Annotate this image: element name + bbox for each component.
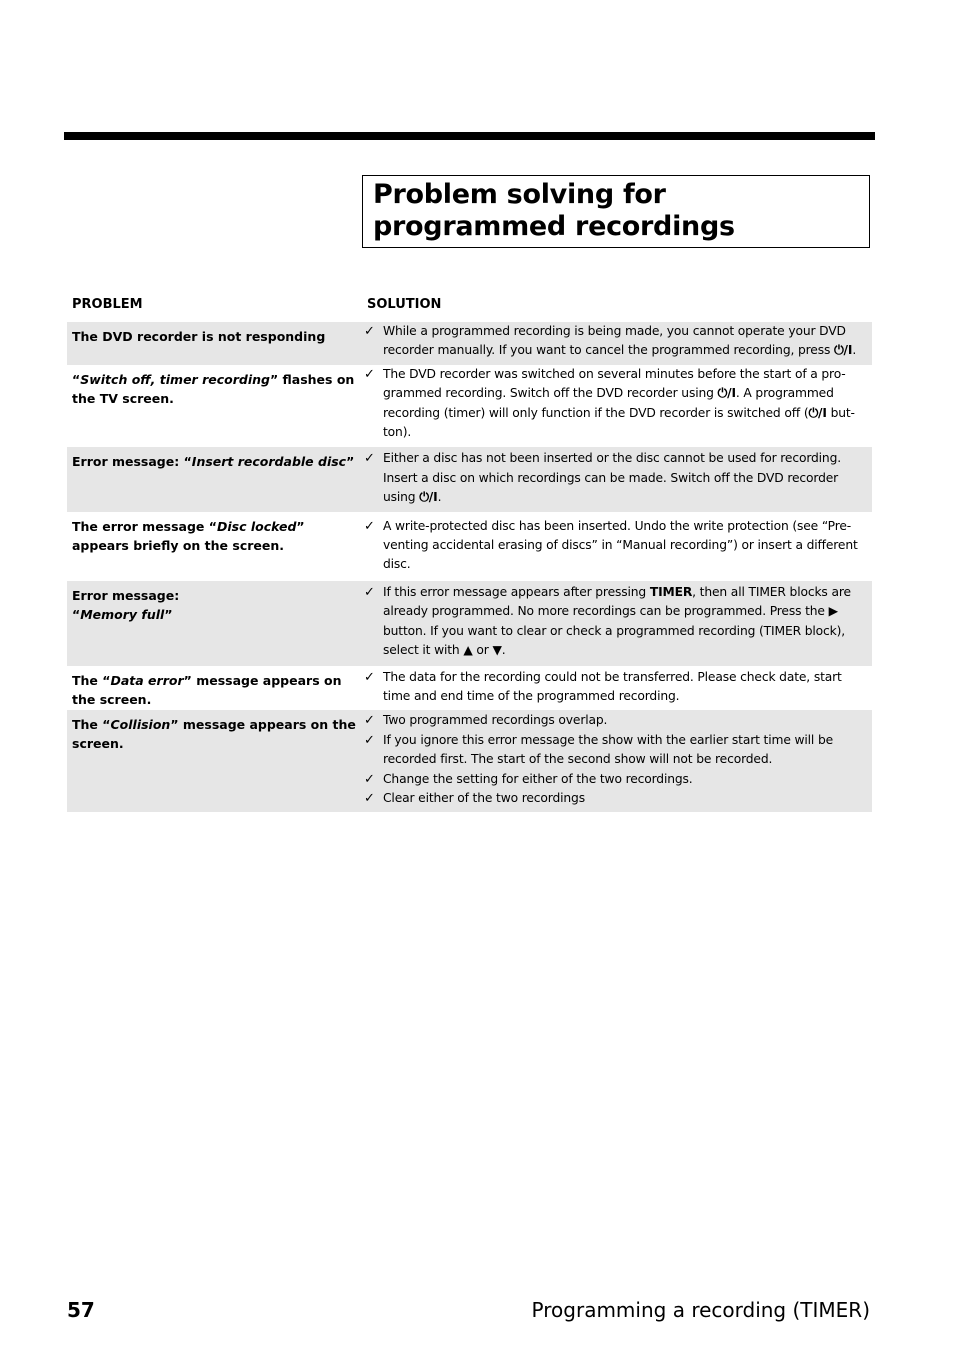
problem-cell: Error message: “Insert recordable disc” (72, 454, 355, 470)
footer-section-title: Programming a recording (TIMER) (531, 1298, 870, 1322)
table-row (67, 447, 872, 511)
solution-text: The DVD recorder was switched on several minutes before the start of a pro-grammed recording. Switch off the DVD recorder using ⏻/I. A programmed recording (timer) will only function if the DVD recorder is switched off (⏻/I but-ton). (383, 366, 855, 440)
table-row (67, 666, 872, 711)
solution-item (364, 711, 872, 730)
solution-item (364, 322, 872, 361)
solution-item (364, 583, 872, 661)
checkmark-icon: ✓ (364, 518, 375, 534)
solution-text: Clear either of the two recordings (383, 790, 585, 805)
solution-cell (356, 710, 872, 812)
solution-text: A write-protected disc has been inserted. Undo the write protection (see “Pre-venting accidental erasing of discs” in “Manual recording”) or insert a different disc. (383, 518, 858, 572)
page-number: 57 (67, 1298, 95, 1322)
table-row (67, 512, 872, 581)
solution-text: If you ignore this error message the show with the earlier start time will be recorded first. The start of the second show will not be recorded. (383, 732, 834, 767)
solution-text: The data for the recording could not be transferred. Please check date, start time and end time of the programmed recording. (383, 669, 842, 703)
checkmark-icon: ✓ (364, 324, 375, 339)
page-title: Problem solving for programmed recordings (373, 179, 735, 242)
problem-cell: The error message “Disc locked” appears briefly on the screen. (72, 518, 305, 553)
checkmark-icon: ✓ (364, 669, 375, 685)
column-header-problem: PROBLEM (72, 297, 143, 312)
column-header-solution: SOLUTION (367, 297, 442, 312)
checkmark-icon: ✓ (364, 790, 375, 806)
solution-cell (356, 365, 872, 448)
solution-item (364, 789, 872, 808)
table-row (67, 710, 872, 812)
problem-cell: The “Data error” message appears on the screen. (72, 672, 342, 707)
checkmark-icon: ✓ (364, 584, 375, 600)
checkmark-icon: ✓ (364, 732, 375, 748)
table-row (67, 581, 872, 666)
checkmark-icon: ✓ (364, 771, 375, 787)
solution-text: While a programmed recording is being made, you cannot operate your DVD recorder manually. If you want to cancel the programmed recording, press ⏻/I. (383, 324, 857, 358)
solution-cell (356, 447, 872, 511)
solution-item (364, 668, 872, 707)
solution-cell (356, 322, 872, 365)
title-box (362, 175, 870, 248)
solution-item (364, 365, 872, 443)
solution-text: If this error message appears after pressing TIMER, then all TIMER blocks are already programmed. No more recordings can be programmed. Press the ▶ button. If you want to clear or check a programmed recording (TIMER block), select it with ▲ or ▼. (383, 584, 851, 658)
checkmark-icon: ✓ (364, 451, 375, 467)
solution-item (364, 731, 872, 770)
table-row (67, 365, 872, 448)
solution-text: Two programmed recordings overlap. (383, 713, 608, 728)
solution-text: Either a disc has not been inserted or the disc cannot be used for recording. Insert a disc on which recordings can be made. Switch off the DVD recorder using ⏻/I. (383, 451, 841, 505)
checkmark-icon: ✓ (364, 713, 375, 729)
problem-cell: Error message: “Memory full” (72, 587, 180, 622)
solution-item (364, 770, 872, 789)
solution-cell (356, 666, 872, 711)
problem-cell: The “Collision” message appears on the screen. (72, 717, 356, 752)
top-rule (64, 132, 875, 140)
troubleshooting-table (67, 322, 872, 812)
problem-cell: The DVD recorder is not responding (72, 329, 326, 344)
problem-cell: “Switch off, timer recording” flashes on the TV screen. (72, 371, 355, 406)
solution-cell (356, 512, 872, 581)
solution-item (364, 449, 872, 507)
solution-item (364, 517, 872, 575)
solution-text: Change the setting for either of the two recordings. (383, 771, 693, 786)
solution-cell (356, 581, 872, 666)
table-row (67, 322, 872, 365)
checkmark-icon: ✓ (364, 366, 375, 382)
